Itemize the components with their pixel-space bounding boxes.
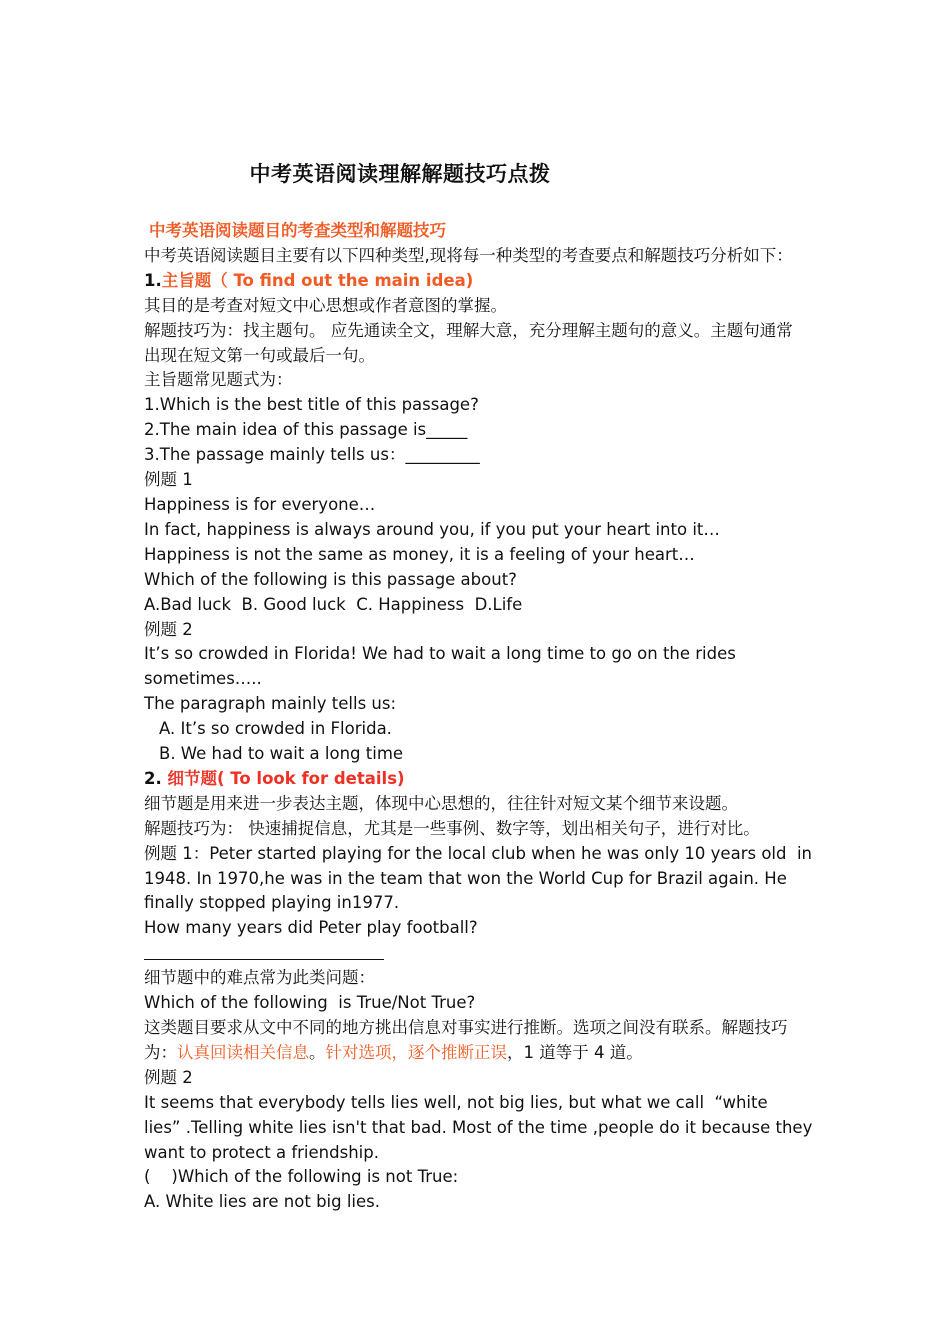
example-question: Which of the following is this passage about?	[144, 569, 517, 589]
tips-highlight-1: 认真回读相关信息	[177, 1042, 309, 1062]
example-label: 例题 2	[144, 1067, 193, 1087]
document-body	[144, 219, 814, 1215]
paragraph: 出现在短文第一句或最后一句。	[144, 345, 375, 365]
section2-english: ( To look for details)	[217, 768, 405, 788]
example-option-a: A. White lies are not big lies.	[144, 1192, 381, 1212]
example-label: 例题 1	[144, 470, 193, 490]
section2-name: 细节题	[167, 768, 217, 788]
example-text: 1948. In 1970,he was in the team that won the World Cup for Brazil again. He	[144, 868, 787, 888]
tips-separator: 。	[309, 1042, 326, 1062]
paragraph: 其目的是考查对短文中心思想或作者意图的掌握。	[144, 295, 507, 315]
section2-number: 2.	[144, 768, 162, 788]
section1-english: （ To find out the main idea)	[211, 270, 474, 290]
tips-paragraph	[144, 1041, 814, 1066]
paragraph: 细节题是用来进一步表达主题，体现中心思想的，往往针对短文某个细节来设题。	[144, 793, 738, 813]
tips-highlight-2: 针对选项，逐个推断正误	[325, 1042, 507, 1062]
example-text: 例题 1：Peter started playing for the local club when he was only 10 years old in	[144, 843, 813, 863]
tips-prefix: 为：	[144, 1042, 177, 1062]
paragraph: 解题技巧为： 快速捕捉信息，尤其是一些事例、数字等，划出相关句子，进行对比。	[144, 818, 760, 838]
section-subtitle: 中考英语阅读题目的考查类型和解题技巧	[149, 221, 446, 240]
example-label: 例题 2	[144, 619, 193, 639]
paragraph: 这类题目要求从文中不同的地方挑出信息对事实进行推断。选项之间没有联系。解题技巧	[144, 1017, 788, 1037]
example-text: sometimes…..	[144, 669, 262, 689]
answer-blank-line	[144, 941, 814, 966]
section1-number: 1.	[144, 270, 162, 290]
intro-paragraph: 中考英语阅读题目主要有以下四种类型,现将每一种类型的考查要点和解题技巧分析如下：	[144, 245, 793, 265]
example-text: Happiness is for everyone…	[144, 494, 376, 514]
example-option-b: B. We had to wait a long time	[159, 744, 404, 764]
example-text: want to protect a friendship.	[144, 1142, 379, 1162]
example-text: It seems that everybody tells lies well, not big lies, but what we call “white	[144, 1092, 768, 1112]
paragraph: 细节题中的难点常为此类问题：	[144, 968, 375, 988]
section1-name: 主旨题	[161, 270, 212, 290]
example-text: lies” .Telling white lies isn't that bad. Most of the time ,people do it because they	[144, 1117, 813, 1137]
tips-suffix: ，1 道等于 4 道。	[507, 1042, 643, 1062]
example-question: How many years did Peter play football?	[144, 918, 478, 938]
example-text: finally stopped playing in1977.	[144, 893, 400, 913]
example-options: A.Bad luck B. Good luck C. Happiness D.Life	[144, 594, 523, 614]
paragraph: Which of the following is True/Not True?	[144, 993, 476, 1013]
section1-heading	[144, 269, 814, 294]
section2-heading	[144, 767, 814, 792]
question-form-3: 3.The passage mainly tells us：_________	[144, 445, 480, 465]
example-option-a: A. It’s so crowded in Florida.	[159, 719, 392, 739]
example-text: Happiness is not the same as money, it is a feeling of your heart…	[144, 544, 695, 564]
paragraph: 主旨题常见题式为：	[144, 370, 293, 390]
paragraph: 解题技巧为：找主题句。 应先通读全文，理解大意，充分理解主题句的意义。主题句通常	[144, 320, 793, 340]
question-form-1: 1.Which is the best title of this passage?	[144, 395, 479, 415]
answer-underline	[144, 959, 384, 960]
example-question: ( )Which of the following is not True:	[144, 1167, 459, 1187]
page-title: 中考英语阅读理解解题技巧点拨	[249, 162, 551, 186]
example-text: In fact, happiness is always around you, if you put your heart into it…	[144, 519, 720, 539]
example-question: The paragraph mainly tells us:	[144, 694, 397, 714]
question-form-2: 2.The main idea of this passage is_____	[144, 420, 468, 440]
example-text: It’s so crowded in Florida! We had to wait a long time to go on the rides	[144, 644, 736, 664]
